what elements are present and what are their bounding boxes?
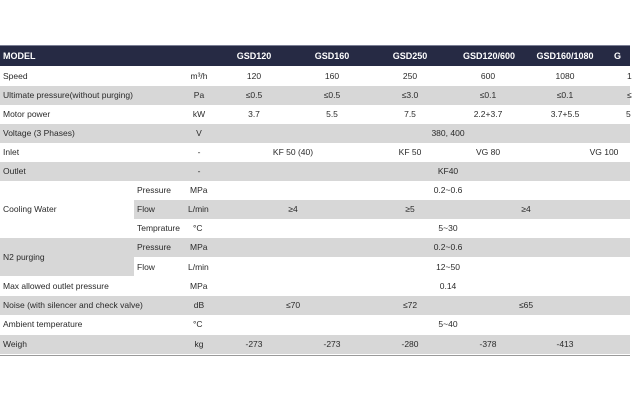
cell: 160: [324, 71, 340, 81]
cell: 7.5: [404, 109, 416, 119]
row-unit: MPa: [190, 242, 208, 252]
cell: ≤72: [402, 300, 418, 310]
cell: ≤0.5: [323, 90, 341, 100]
row-label: Ambient temperature: [3, 319, 83, 329]
header-model-4: GSD120/600: [462, 51, 516, 61]
row-unit: Pa: [193, 90, 205, 100]
row-label: Speed: [3, 71, 28, 81]
row-unit: V: [196, 128, 202, 138]
cell: ≥4: [288, 204, 298, 214]
header-model-5: GSD160/1080: [536, 51, 594, 61]
row-unit: m³/h: [190, 71, 208, 81]
cell: -378: [479, 339, 497, 349]
table-row-outlet: [0, 162, 630, 181]
cell: 5~30: [438, 223, 458, 233]
table-row-max-outlet-pressure: [0, 277, 630, 296]
row-label: Motor power: [3, 109, 51, 119]
row-label: Weigh: [3, 339, 27, 349]
cell: 2.2+3.7: [473, 109, 503, 119]
row-label: Voltage (3 Phases): [3, 128, 75, 138]
row-unit: °C: [193, 319, 203, 329]
group-label: Cooling Water: [3, 204, 57, 214]
table-row-motor-power: [0, 105, 630, 124]
cell: -280: [401, 339, 419, 349]
group-label: N2 purging: [3, 252, 45, 262]
cell: ≤0.5: [245, 90, 263, 100]
cell: ≤: [627, 90, 632, 100]
row-unit: kW: [192, 109, 206, 119]
cell: VG 100: [589, 147, 619, 157]
header-model-2: GSD160: [314, 51, 350, 61]
table-row-cooling-pressure: [134, 181, 630, 200]
row-label: Outlet: [3, 166, 26, 176]
table-row-cooling-flow: [134, 200, 630, 219]
cell: KF40: [437, 166, 459, 176]
cell: 5.5: [326, 109, 338, 119]
sub-label: Temprature: [137, 223, 180, 233]
cell: ≤70: [285, 300, 301, 310]
table-row-weight: [0, 335, 630, 354]
sub-label: Pressure: [137, 242, 172, 252]
table-row-n2-flow: [134, 258, 630, 277]
cell: ≤0.1: [479, 90, 497, 100]
cell: KF 50: [398, 147, 422, 157]
sub-label: Pressure: [137, 185, 172, 195]
cell: ≤0.1: [556, 90, 574, 100]
table-group-n2-purging: [0, 238, 134, 276]
row-unit: dB: [193, 300, 205, 310]
cell: 0.14: [439, 281, 457, 291]
table-row-ambient-temperature: [0, 315, 630, 334]
cell: 3.7: [248, 109, 260, 119]
cell: 120: [246, 71, 262, 81]
table-row-inlet: [0, 143, 630, 162]
table-row-n2-pressure: [134, 238, 630, 257]
table-row-noise: [0, 296, 630, 315]
cell: 1: [627, 71, 632, 81]
table-row-ultimate-pressure: [0, 86, 630, 105]
sub-label: Flow: [137, 262, 155, 272]
table-header: [0, 46, 630, 66]
cell: KF 50 (40): [272, 147, 314, 157]
cell: 5~40: [438, 319, 458, 329]
header-model-3: GSD250: [392, 51, 428, 61]
row-unit: kg: [194, 339, 204, 349]
table-row-voltage: [0, 124, 630, 143]
row-unit: L/min: [188, 204, 209, 214]
cell: -273: [245, 339, 263, 349]
cell: 5: [626, 109, 631, 119]
row-unit: °C: [193, 223, 203, 233]
cell: ≥4: [521, 204, 531, 214]
cell: 600: [480, 71, 496, 81]
cell: -413: [556, 339, 574, 349]
row-unit: L/min: [188, 262, 209, 272]
row-label: Noise (with silencer and check valve): [3, 300, 143, 310]
header-model-1: GSD120: [236, 51, 272, 61]
row-label: Max allowed outlet pressure: [3, 281, 109, 291]
table-row-cooling-temperature: [134, 219, 630, 238]
row-label: Inlet: [3, 147, 20, 157]
cell: ≥5: [405, 204, 415, 214]
cell: ≤3.0: [401, 90, 419, 100]
table-row-speed: [0, 67, 630, 86]
row-unit: MPa: [190, 281, 208, 291]
cell: VG 80: [475, 147, 501, 157]
cell: 12~50: [436, 262, 460, 272]
cell: -273: [323, 339, 341, 349]
cell: 250: [402, 71, 418, 81]
cell: 3.7+5.5: [550, 109, 580, 119]
row-unit: -: [197, 166, 201, 176]
cell: 0.2~0.6: [433, 242, 463, 252]
header-model-6: G: [614, 51, 622, 61]
bottom-rule: [0, 355, 630, 356]
row-label: Ultimate pressure(without purging): [3, 90, 133, 100]
cell: 1080: [555, 71, 575, 81]
header-model-label: MODEL: [3, 51, 36, 61]
cell: ≤65: [518, 300, 534, 310]
cell: 380, 400: [431, 128, 465, 138]
sub-label: Flow: [137, 204, 155, 214]
row-unit: MPa: [190, 185, 208, 195]
cell: 0.2~0.6: [433, 185, 463, 195]
row-unit: -: [197, 147, 201, 157]
